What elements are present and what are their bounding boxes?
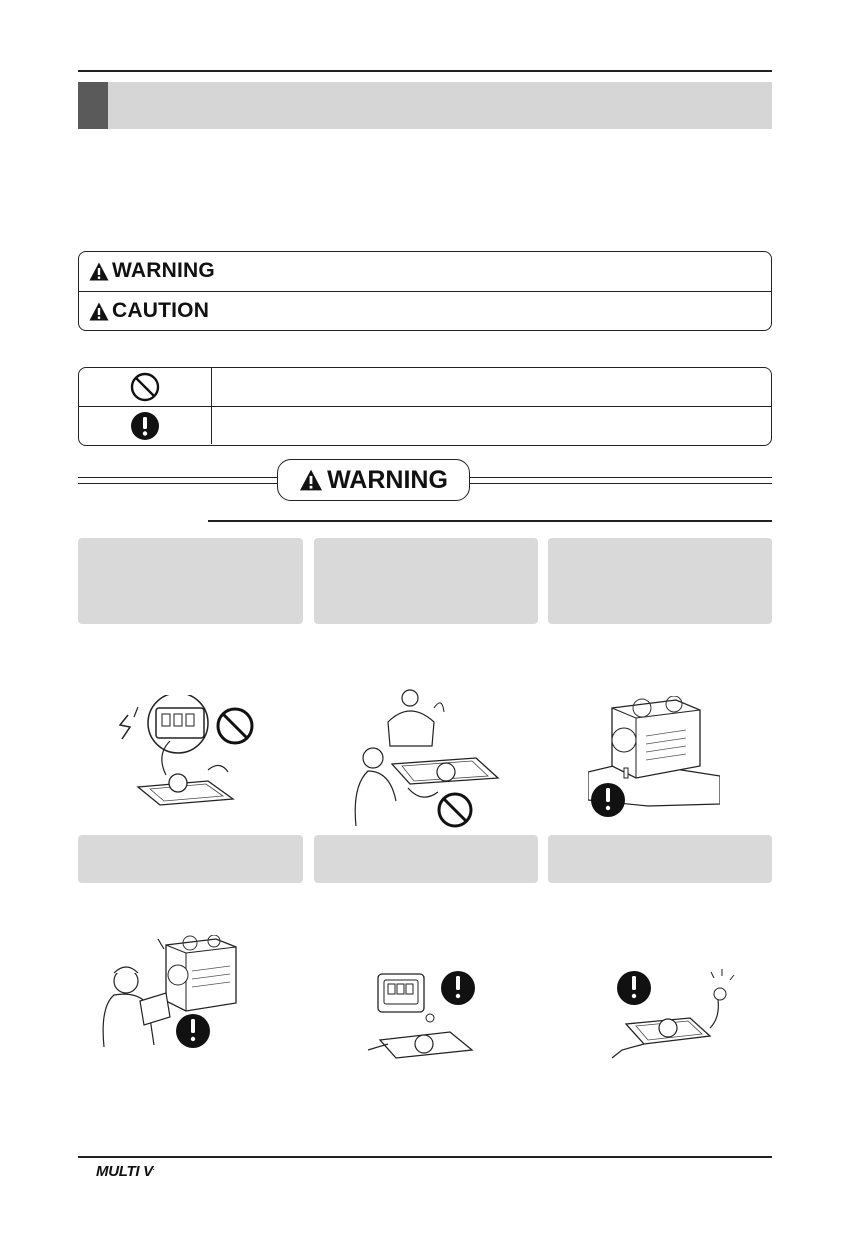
exclamation-icon (130, 411, 160, 441)
caution-triangle-icon (89, 302, 109, 321)
warning-signal (89, 259, 215, 283)
title-marker (78, 82, 108, 129)
unit-base-mandatory-illustration (588, 696, 720, 820)
warning-card-4 (78, 835, 303, 883)
warning-banner (78, 459, 772, 503)
multi-v-logo (96, 1163, 154, 1180)
footer-rule (78, 1156, 772, 1158)
warning-card-1 (78, 538, 303, 624)
warning-card-5 (314, 835, 538, 883)
warning-card-2 (314, 538, 538, 624)
mandatory-legend-row (79, 406, 771, 444)
breaker-prohibited-illustration (108, 695, 278, 810)
warning-triangle-icon (299, 469, 323, 491)
mandatory-symbol-cell (79, 407, 212, 444)
signal-word-legend (78, 251, 772, 331)
cassette-mandatory-illustration (604, 966, 746, 1062)
warning-label: WARNING (112, 259, 215, 282)
caution-legend-row (79, 291, 771, 329)
warning-banner-label: WARNING (327, 465, 448, 494)
warning-legend-row (79, 252, 771, 291)
top-rule (78, 70, 772, 72)
prohibited-legend-row (79, 368, 771, 406)
caution-signal (89, 299, 209, 323)
caution-label: CAUTION (112, 299, 210, 322)
warning-triangle-icon (89, 262, 109, 281)
prohibited-symbol-cell (79, 368, 212, 406)
logo-mark: . (152, 1165, 155, 1172)
phone-prohibited-illustration (348, 688, 503, 830)
warning-card-6 (548, 835, 772, 883)
breaker-mandatory-illustration (360, 970, 480, 1062)
warning-pill (277, 459, 470, 501)
subsection-rule (208, 520, 772, 522)
symbol-legend (78, 367, 772, 446)
prohibition-icon (130, 372, 160, 402)
logo-text: MULTI V (96, 1163, 153, 1180)
warning-card-3 (548, 538, 772, 624)
section-title-bar (78, 82, 772, 129)
installer-mandatory-illustration (100, 935, 245, 1053)
